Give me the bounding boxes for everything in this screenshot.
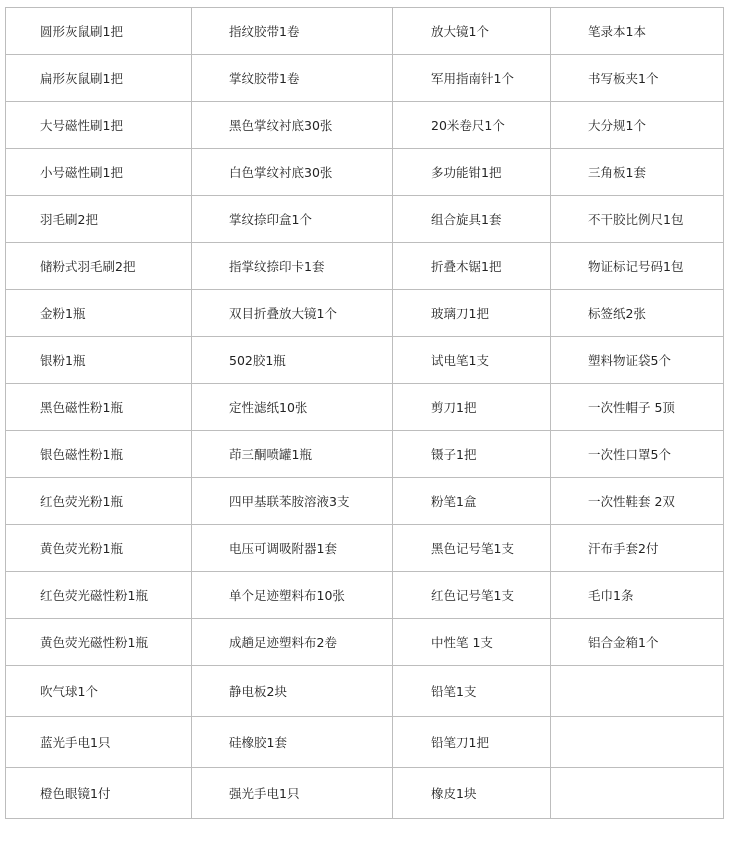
table-cell: 强光手电1只 bbox=[192, 768, 393, 819]
table-cell: 书写板夹1个 bbox=[551, 55, 724, 102]
table-cell: 汗布手套2付 bbox=[551, 525, 724, 572]
table-cell: 不干胶比例尺1包 bbox=[551, 196, 724, 243]
table-row bbox=[6, 384, 724, 431]
table-cell: 红色记号笔1支 bbox=[393, 572, 551, 619]
table-cell: 金粉1瓶 bbox=[6, 290, 192, 337]
table-cell: 三角板1套 bbox=[551, 149, 724, 196]
table-row bbox=[6, 102, 724, 149]
table-cell: 一次性口罩5个 bbox=[551, 431, 724, 478]
table-cell: 镊子1把 bbox=[393, 431, 551, 478]
equipment-table bbox=[5, 7, 724, 819]
table-row bbox=[6, 8, 724, 55]
table-cell: 橡皮1块 bbox=[393, 768, 551, 819]
table-cell: 毛巾1条 bbox=[551, 572, 724, 619]
table-cell: 军用指南针1个 bbox=[393, 55, 551, 102]
table-cell: 四甲基联苯胺溶液3支 bbox=[192, 478, 393, 525]
table-row bbox=[6, 196, 724, 243]
table-cell: 放大镜1个 bbox=[393, 8, 551, 55]
table-row bbox=[6, 431, 724, 478]
table-cell: 红色荧光粉1瓶 bbox=[6, 478, 192, 525]
table-cell: 掌纹胶带1卷 bbox=[192, 55, 393, 102]
table-cell: 折叠木锯1把 bbox=[393, 243, 551, 290]
table-cell: 中性笔 1支 bbox=[393, 619, 551, 666]
table-cell: 笔录本1本 bbox=[551, 8, 724, 55]
table-cell: 黄色荧光磁性粉1瓶 bbox=[6, 619, 192, 666]
table-cell: 铅笔1支 bbox=[393, 666, 551, 717]
table-cell: 黄色荧光粉1瓶 bbox=[6, 525, 192, 572]
table-cell: 黑色记号笔1支 bbox=[393, 525, 551, 572]
table-cell: 银粉1瓶 bbox=[6, 337, 192, 384]
table-row bbox=[6, 572, 724, 619]
table-cell: 小号磁性刷1把 bbox=[6, 149, 192, 196]
table-cell: 20米卷尺1个 bbox=[393, 102, 551, 149]
table-cell: 一次性鞋套 2双 bbox=[551, 478, 724, 525]
table-cell: 储粉式羽毛刷2把 bbox=[6, 243, 192, 290]
table-cell: 双目折叠放大镜1个 bbox=[192, 290, 393, 337]
table-cell: 银色磁性粉1瓶 bbox=[6, 431, 192, 478]
table-cell: 试电笔1支 bbox=[393, 337, 551, 384]
table-row bbox=[6, 666, 724, 717]
table-row bbox=[6, 478, 724, 525]
table-cell: 羽毛刷2把 bbox=[6, 196, 192, 243]
table-cell: 吹气球1个 bbox=[6, 666, 192, 717]
table-row bbox=[6, 717, 724, 768]
table-cell: 硅橡胶1套 bbox=[192, 717, 393, 768]
table-cell: 标签纸2张 bbox=[551, 290, 724, 337]
table-cell bbox=[551, 666, 724, 717]
table-cell: 蓝光手电1只 bbox=[6, 717, 192, 768]
table-cell: 指掌纹捺印卡1套 bbox=[192, 243, 393, 290]
table-cell: 铝合金箱1个 bbox=[551, 619, 724, 666]
table-cell: 塑料物证袋5个 bbox=[551, 337, 724, 384]
table-cell: 静电板2块 bbox=[192, 666, 393, 717]
table-cell: 橙色眼镜1付 bbox=[6, 768, 192, 819]
table-cell: 组合旋具1套 bbox=[393, 196, 551, 243]
table-cell bbox=[551, 717, 724, 768]
table-cell: 圆形灰鼠刷1把 bbox=[6, 8, 192, 55]
table-cell: 大分规1个 bbox=[551, 102, 724, 149]
table-row bbox=[6, 619, 724, 666]
table-row bbox=[6, 290, 724, 337]
table-cell: 红色荧光磁性粉1瓶 bbox=[6, 572, 192, 619]
table-cell: 玻璃刀1把 bbox=[393, 290, 551, 337]
table-cell: 物证标记号码1包 bbox=[551, 243, 724, 290]
table-row bbox=[6, 55, 724, 102]
table-cell: 成趟足迹塑料布2卷 bbox=[192, 619, 393, 666]
table-row bbox=[6, 337, 724, 384]
table-cell: 一次性帽子 5顶 bbox=[551, 384, 724, 431]
table-row bbox=[6, 149, 724, 196]
table-cell: 指纹胶带1卷 bbox=[192, 8, 393, 55]
table-cell: 黑色磁性粉1瓶 bbox=[6, 384, 192, 431]
table-cell: 掌纹捺印盒1个 bbox=[192, 196, 393, 243]
table-cell: 铅笔刀1把 bbox=[393, 717, 551, 768]
table-cell bbox=[551, 768, 724, 819]
table-cell: 白色掌纹衬底30张 bbox=[192, 149, 393, 196]
table-cell: 粉笔1盒 bbox=[393, 478, 551, 525]
equipment-table-body bbox=[6, 8, 724, 819]
table-cell: 定性滤纸10张 bbox=[192, 384, 393, 431]
table-cell: 电压可调吸附器1套 bbox=[192, 525, 393, 572]
table-row bbox=[6, 243, 724, 290]
table-cell: 黑色掌纹衬底30张 bbox=[192, 102, 393, 149]
equipment-list-container bbox=[5, 7, 724, 819]
table-cell: 多功能钳1把 bbox=[393, 149, 551, 196]
table-cell: 单个足迹塑料布10张 bbox=[192, 572, 393, 619]
table-cell: 剪刀1把 bbox=[393, 384, 551, 431]
table-cell: 扁形灰鼠刷1把 bbox=[6, 55, 192, 102]
table-cell: 茚三酮喷罐1瓶 bbox=[192, 431, 393, 478]
table-cell: 大号磁性刷1把 bbox=[6, 102, 192, 149]
table-cell: 502胶1瓶 bbox=[192, 337, 393, 384]
table-row bbox=[6, 768, 724, 819]
table-row bbox=[6, 525, 724, 572]
